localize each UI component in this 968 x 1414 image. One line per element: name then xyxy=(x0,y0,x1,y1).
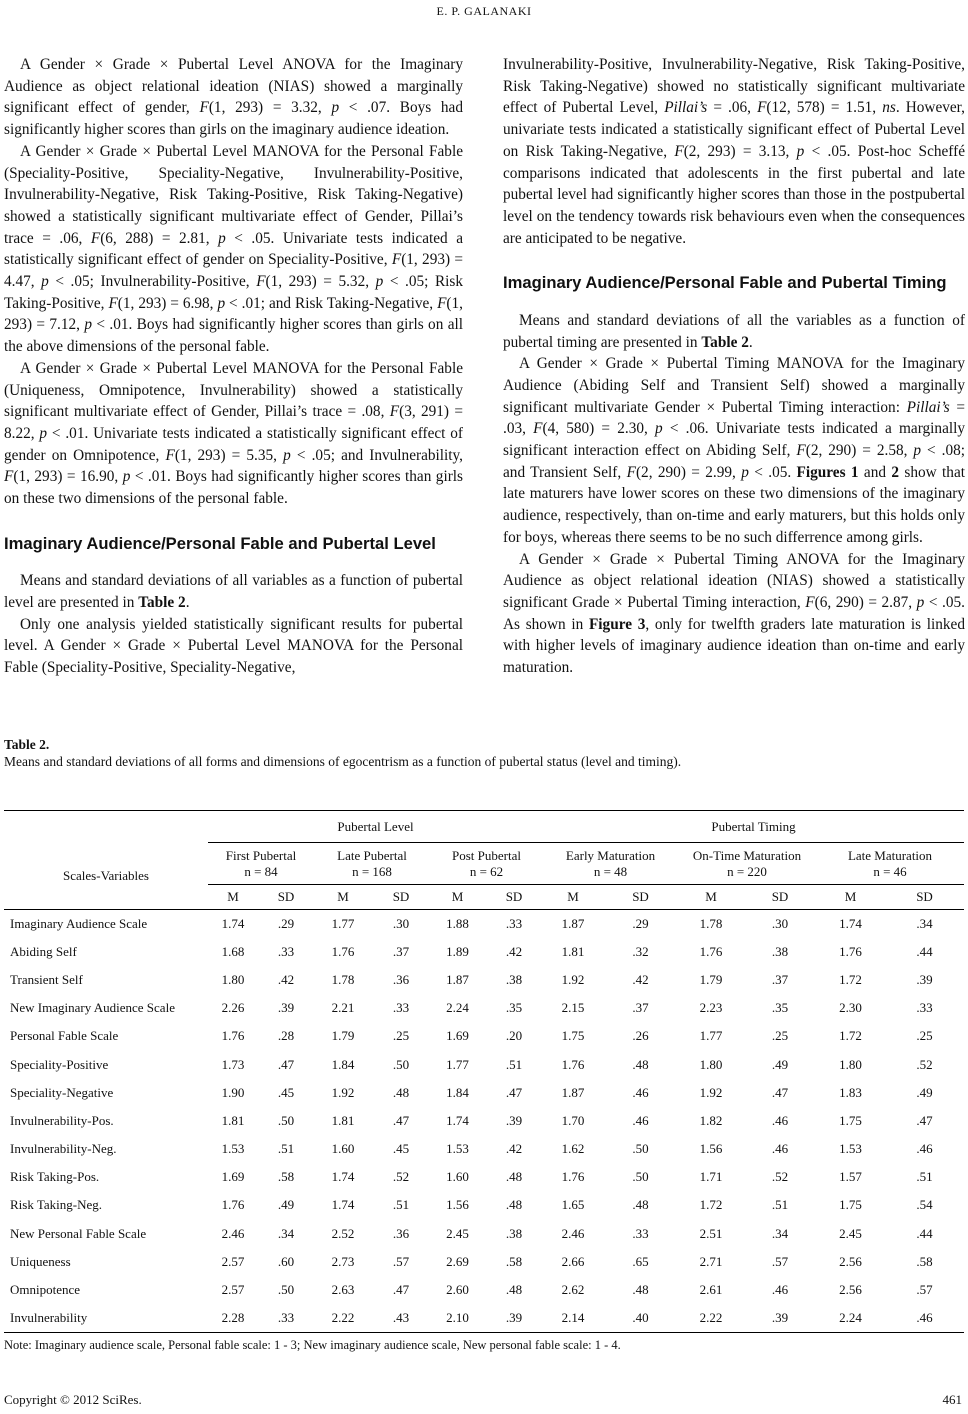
table-cell: 1.77 xyxy=(446,1056,469,1072)
subgroup-name: First Pubertal xyxy=(225,847,297,863)
subgroup-header xyxy=(816,843,964,885)
table-cell: 1.80 xyxy=(699,1056,723,1072)
subgroup-name: Late Pubertal xyxy=(337,847,407,863)
table-cell: .57 xyxy=(916,1282,933,1298)
left-column xyxy=(4,54,463,679)
table-cell: 1.78 xyxy=(331,971,355,987)
group-header: Pubertal Level xyxy=(208,811,543,843)
table-cell: 2.22 xyxy=(678,1304,744,1332)
table-cell: .29 xyxy=(603,910,678,938)
table-row xyxy=(4,1135,964,1163)
variable-label: Omnipotence xyxy=(10,1282,81,1298)
table-row xyxy=(4,1163,964,1191)
table-cell: .39 xyxy=(744,1304,816,1332)
table-cell: .45 xyxy=(277,1084,295,1100)
table-cell: .28 xyxy=(277,1028,295,1044)
table-cell: 2.22 xyxy=(314,1304,372,1332)
table-cell: .29 xyxy=(258,910,314,938)
variable-label: Invulnerability xyxy=(4,1304,208,1332)
table-caption-text: Means and standard deviations of all forms and dimensions of egocentrism as a function of pubertal status (level and timing). xyxy=(4,754,682,769)
table-cell: .50 xyxy=(632,1141,649,1157)
stat-header: M xyxy=(543,885,603,910)
table-cell: .26 xyxy=(632,1028,649,1044)
table-cell: 1.80 xyxy=(221,971,245,987)
subgroup-name: Post Pubertal xyxy=(452,847,521,863)
variable-label: Uniqueness xyxy=(10,1253,71,1269)
table-cell: 1.75 xyxy=(839,1197,862,1213)
table-cell: .35 xyxy=(505,1000,523,1016)
table-cell: .48 xyxy=(632,1282,649,1298)
table-cell: 1.76 xyxy=(561,1169,585,1185)
section-heading: Imaginary Audience/Personal Fable and Pubertal Level xyxy=(4,533,436,553)
table-cell: .37 xyxy=(632,1000,649,1016)
table-cell: 1.90 xyxy=(221,1084,245,1100)
stat-header: M xyxy=(314,885,372,910)
stat-header: M xyxy=(816,885,885,910)
table-cell: 2.69 xyxy=(446,1253,469,1269)
table-cell: 1.92 xyxy=(561,971,585,987)
table-cell: 1.87 xyxy=(561,1084,585,1100)
table-cell: .38 xyxy=(505,1225,523,1241)
table-cell: 1.76 xyxy=(331,943,355,959)
table-cell: .65 xyxy=(632,1253,649,1269)
table-cell: 2.51 xyxy=(699,1225,723,1241)
table-cell: .39 xyxy=(485,1304,543,1332)
subgroup-n: n = 168 xyxy=(352,863,392,879)
table-cell: .52 xyxy=(392,1169,410,1185)
table-cell: 1.72 xyxy=(839,971,862,987)
table-cell: .42 xyxy=(505,1141,523,1157)
table-cell: 1.68 xyxy=(221,943,245,959)
table-cell: .48 xyxy=(505,1197,523,1213)
subgroup-n: n = 48 xyxy=(593,863,628,879)
table-cell: 2.61 xyxy=(699,1282,723,1298)
table-row xyxy=(4,1304,964,1332)
table-cell: .33 xyxy=(916,1000,933,1016)
table-cell: 2.24 xyxy=(816,1304,885,1332)
paragraph: A Gender × Grade × Pubertal Timing ANOVA for the Imaginary Audience as object relational ideation (NIAS) showed a statistically significant Grade × Pubertal Timing interaction, F(6, 290) = 2.87, p < .05. As shown in Figure 3, only for twelfth graders late maturation is linked with higher levels of imaginary audience ideation than on-time and early maturation. xyxy=(503,550,965,677)
table-cell: 1.56 xyxy=(446,1197,469,1213)
group-header: Pubertal Timing xyxy=(543,811,964,843)
variable-label: Invulnerability-Neg. xyxy=(10,1141,117,1157)
table-cell: .48 xyxy=(392,1084,410,1100)
stat-header: SD xyxy=(258,885,314,910)
subgroup-header xyxy=(543,843,678,885)
table-cell: 1.77 xyxy=(314,910,372,938)
table-cell: .33 xyxy=(392,1000,410,1016)
stat-header: M xyxy=(208,885,258,910)
table-cell: .52 xyxy=(916,1056,933,1072)
table-cell: 1.82 xyxy=(699,1112,723,1128)
table-cell: 1.84 xyxy=(446,1084,469,1100)
table-cell: .47 xyxy=(916,1112,933,1128)
table-cell: 2.15 xyxy=(561,1000,585,1016)
table-cell: 1.74 xyxy=(331,1197,355,1213)
table-cell: 1.74 xyxy=(446,1112,469,1128)
table-cell: 1.53 xyxy=(221,1141,245,1157)
table-cell: .47 xyxy=(505,1084,523,1100)
variable-label: Risk Taking-Neg. xyxy=(10,1197,103,1213)
table-cell: .48 xyxy=(632,1197,649,1213)
paragraph: Means and standard deviations of all the variables as a function of pubertal timing are presented in Table 2. xyxy=(503,311,965,351)
table-cell: .43 xyxy=(372,1304,430,1332)
subgroup-header xyxy=(208,843,314,885)
table-cell: 1.72 xyxy=(699,1197,723,1213)
section-heading: Imaginary Audience/Personal Fable and Pubertal Timing xyxy=(503,273,947,293)
data-table xyxy=(4,810,964,1333)
table-cell: .42 xyxy=(505,943,523,959)
table-row xyxy=(4,1191,964,1219)
table-cell: .58 xyxy=(916,1253,933,1269)
table-cell: 1.76 xyxy=(839,943,862,959)
variable-label: Invulnerability-Pos. xyxy=(10,1112,114,1128)
table-cell: .20 xyxy=(505,1028,523,1044)
subgroup-n: n = 84 xyxy=(244,863,278,879)
table-cell: .57 xyxy=(771,1253,789,1269)
table-cell: .34 xyxy=(277,1225,295,1241)
subgroup-n: n = 46 xyxy=(873,863,907,879)
variable-label: Risk Taking-Pos. xyxy=(10,1169,100,1185)
subgroup-header xyxy=(678,843,816,885)
table-cell: .51 xyxy=(916,1169,933,1185)
table-cell: 1.69 xyxy=(446,1028,469,1044)
table-cell: 1.74 xyxy=(331,1169,355,1185)
table-cell: 2.10 xyxy=(430,1304,485,1332)
table-cell: 2.62 xyxy=(561,1282,585,1298)
table-cell: .42 xyxy=(632,971,649,987)
table-cell: .49 xyxy=(916,1084,933,1100)
copyright: Copyright © 2012 SciRes. xyxy=(4,1392,142,1407)
table-cell: 1.73 xyxy=(221,1056,245,1072)
table-cell: .34 xyxy=(771,1225,789,1241)
table-cell: .37 xyxy=(771,971,789,987)
table-cell: .40 xyxy=(603,1304,678,1332)
table-cell: 2.63 xyxy=(331,1282,355,1298)
table-cell: 1.87 xyxy=(543,910,603,938)
table-cell: 2.56 xyxy=(839,1282,862,1298)
table-cell: 1.72 xyxy=(839,1028,862,1044)
table-cell: .51 xyxy=(392,1197,410,1213)
table-cell: .39 xyxy=(916,971,933,987)
table-cell: .50 xyxy=(277,1112,295,1128)
table-cell: 1.88 xyxy=(430,910,485,938)
variable-label: Imaginary Audience Scale xyxy=(4,910,208,938)
table-cell: .25 xyxy=(771,1028,789,1044)
table-cell: .47 xyxy=(392,1282,410,1298)
table-cell: 1.79 xyxy=(699,971,723,987)
table-cell: .57 xyxy=(392,1253,410,1269)
table-cell: .58 xyxy=(505,1253,523,1269)
subgroup-header xyxy=(430,843,543,885)
right-column xyxy=(503,54,965,679)
table-cell: 1.84 xyxy=(331,1056,355,1072)
table-cell: 2.24 xyxy=(446,1000,469,1016)
paragraph: A Gender × Grade × Pubertal Level MANOVA for the Personal Fable (Speciality-Positive, Speciality-Negative, Invulnerability-Positive, Invulnerability-Negative, Risk Taking-Positive, Risk Taking-Negative) showed a statistically significant multivariate effect of Gender, Pillai’s trace = .06, F(6, 288) = 2.81, p < .05. Univariate tests indicated a statistically significant effect of gender on Speciality-Positive, F(1, 293) = 4.47, p < .05; Invulnerability-Positive, F(1, 293) = 5.32, p < .05; Risk Taking-Positive, F(1, 293) = 6.98, p < .01; and Risk Taking-Negative, F(1, 293) = 7.12, p < .01. Boys had significantly higher scores than girls on all the above dimensions of the personal fable. xyxy=(4,142,464,356)
table-cell: .45 xyxy=(392,1141,410,1157)
table-cell: 2.56 xyxy=(839,1253,862,1269)
table-cell: 2.30 xyxy=(839,1000,862,1016)
table-cell: .38 xyxy=(505,971,523,987)
table-cell: .33 xyxy=(485,910,543,938)
table-cell: 2.52 xyxy=(331,1225,355,1241)
table-cell: .51 xyxy=(277,1141,295,1157)
running-head: E. P. GALANAKI xyxy=(436,4,532,18)
subgroup-n: n = 220 xyxy=(727,863,767,879)
variable-label: New Personal Fable Scale xyxy=(10,1225,147,1241)
table-row xyxy=(4,1220,964,1248)
table-row xyxy=(4,1022,964,1050)
table-row xyxy=(4,1107,964,1135)
table-row xyxy=(4,1050,964,1078)
subgroup-n: n = 62 xyxy=(469,863,504,879)
variable-label: Speciality-Negative xyxy=(10,1084,114,1100)
table-cell: 2.71 xyxy=(699,1253,723,1269)
variable-label: Personal Fable Scale xyxy=(10,1028,119,1044)
table-cell: .52 xyxy=(771,1169,789,1185)
table-cell: 2.21 xyxy=(331,1000,355,1016)
subgroup-name: On-Time Maturation xyxy=(692,847,802,863)
table-row xyxy=(4,938,964,966)
table-cell: .44 xyxy=(916,1225,933,1241)
stat-header: SD xyxy=(485,885,543,910)
table-cell: .46 xyxy=(632,1112,649,1128)
paragraph: Only one analysis yielded statistically significant results for pubertal level. A Gender × Grade × Pubertal Level MANOVA for the Personal Fable (Speciality-Positive, Speciality-Negative, xyxy=(4,615,463,677)
table-cell: .47 xyxy=(277,1056,295,1072)
table-cell: 1.62 xyxy=(561,1141,585,1157)
table-cell: 1.74 xyxy=(816,910,885,938)
table-cell: 2.57 xyxy=(221,1282,245,1298)
table-caption xyxy=(4,736,964,770)
stat-header: SD xyxy=(603,885,678,910)
table-cell: 2.46 xyxy=(561,1225,585,1241)
subgroup-name: Late Maturation xyxy=(847,847,933,863)
table-cell: 1.80 xyxy=(839,1056,862,1072)
table-cell: .46 xyxy=(771,1282,789,1298)
table-cell: .25 xyxy=(392,1028,410,1044)
table-row xyxy=(4,994,964,1022)
table-cell: .49 xyxy=(771,1056,789,1072)
stat-header: SD xyxy=(885,885,964,910)
table-cell: .39 xyxy=(277,1000,295,1016)
table-cell: .34 xyxy=(885,910,964,938)
table-row xyxy=(4,1248,964,1276)
variable-label: Abiding Self xyxy=(10,943,77,959)
table-cell: 1.57 xyxy=(839,1169,862,1185)
table-row xyxy=(4,966,964,994)
table-cell: 1.79 xyxy=(331,1028,355,1044)
table-cell: .50 xyxy=(277,1282,295,1298)
variable-label: Speciality-Positive xyxy=(10,1056,109,1072)
paragraph: Invulnerability-Positive, Invulnerability-Negative, Risk Taking-Positive, Risk Taking-Negative) showed no statistically significant multivariate effect of Pubertal Level, Pillai’s = .06, F(12, 578) = 1.51, ns. However, univariate tests indicated a statistically significant effect of Pubertal Level on Risk Taking-Negative, F(2, 293) = 3.13, p < .05. Post-hoc Scheffé comparisons indicated that adolescents in the first pubertal and late pubertal level had significantly higher scores than those in the postpubertal level on the tendency towards risk behaviours even when the consequences are anticipated to be negative. xyxy=(503,56,965,247)
table-cell: .30 xyxy=(744,910,816,938)
stat-header: SD xyxy=(372,885,430,910)
table-cell: 2.28 xyxy=(208,1304,258,1332)
table-row xyxy=(4,910,964,938)
table-cell: 1.83 xyxy=(839,1084,862,1100)
stat-header: M xyxy=(430,885,485,910)
paragraph: Means and standard deviations of all variables as a function of pubertal level are presented in Table 2. xyxy=(4,572,463,611)
table-cell: .48 xyxy=(632,1056,649,1072)
stat-header: SD xyxy=(744,885,816,910)
subgroup-name: Early Maturation xyxy=(565,847,656,863)
table-cell: 1.70 xyxy=(561,1112,585,1128)
table-cell: .54 xyxy=(916,1197,933,1213)
table-corner xyxy=(4,811,208,843)
table-cell: .36 xyxy=(392,971,410,987)
table-cell: .25 xyxy=(916,1028,933,1044)
table-cell: 1.92 xyxy=(331,1084,355,1100)
table-cell: 2.14 xyxy=(543,1304,603,1332)
scales-header: Scales-Variables xyxy=(63,867,149,883)
table-cell: .50 xyxy=(392,1056,410,1072)
table-cell: 1.56 xyxy=(699,1141,723,1157)
table-cell: 1.65 xyxy=(561,1197,585,1213)
table-cell: .51 xyxy=(505,1056,523,1072)
stat-header: M xyxy=(678,885,744,910)
table-cell: .58 xyxy=(277,1169,295,1185)
table-cell: 2.23 xyxy=(699,1000,723,1016)
table-cell: .33 xyxy=(277,943,295,959)
table-cell: .44 xyxy=(916,943,933,959)
table-cell: 1.89 xyxy=(446,943,469,959)
paragraph: A Gender × Grade × Pubertal Level MANOVA for the Personal Fable (Uniqueness, Omnipotence, Invulnerability) showed a statistically significant multivariate effect of Gender, Pillai’s trace = .08, F(3, 291) = 8.22, p < .01. Univariate tests indicated a statistically significant effect of gender on Omnipotence, F(1, 293) = 5.35, p < .05; and Invulnerability, F(1, 293) = 16.90, p < .01. Boys had significantly higher scores than girls on these two dimensions of the personal fable. xyxy=(4,359,463,508)
table-cell: 2.66 xyxy=(561,1253,585,1269)
table-cell: 1.81 xyxy=(221,1112,245,1128)
table-cell: .39 xyxy=(505,1112,523,1128)
table-cell: .51 xyxy=(771,1197,789,1213)
variable-label: New Imaginary Audience Scale xyxy=(10,1000,175,1016)
table-cell: 1.71 xyxy=(699,1169,723,1185)
table-cell: .46 xyxy=(771,1141,789,1157)
table-cell: 2.46 xyxy=(221,1225,245,1241)
table-cell: 2.73 xyxy=(331,1253,355,1269)
table-cell: 1.76 xyxy=(221,1028,245,1044)
table-cell: 2.45 xyxy=(446,1225,469,1241)
table-cell: 2.26 xyxy=(221,1000,245,1016)
table-cell: 1.76 xyxy=(221,1197,245,1213)
table-cell: 1.60 xyxy=(331,1141,355,1157)
table-cell: .48 xyxy=(505,1282,523,1298)
table-cell: 1.76 xyxy=(699,943,723,959)
table-cell: .42 xyxy=(277,971,295,987)
variable-label: Transient Self xyxy=(10,971,83,987)
table-cell: .46 xyxy=(885,1304,964,1332)
table-cell: 1.76 xyxy=(561,1056,585,1072)
paragraph: A Gender × Grade × Pubertal Level ANOVA for the Imaginary Audience as object relational ideation (NIAS) showed a marginally significant effect of gender, F(1, 293) = 3.32, p < .07. Boys had significantly higher scores than girls on the imaginary audience ideation. xyxy=(4,56,463,139)
table-cell: .33 xyxy=(258,1304,314,1332)
table-cell: 1.75 xyxy=(839,1112,862,1128)
table-cell: 1.53 xyxy=(839,1141,862,1157)
table-cell: .33 xyxy=(632,1225,649,1241)
table-cell: .46 xyxy=(632,1084,649,1100)
table-cell: 1.92 xyxy=(699,1084,723,1100)
table-row xyxy=(4,1276,964,1304)
table-cell: .48 xyxy=(505,1169,523,1185)
table-cell: 1.75 xyxy=(561,1028,585,1044)
table-cell: 1.78 xyxy=(678,910,744,938)
table-cell: .50 xyxy=(632,1169,649,1185)
table-row xyxy=(4,1079,964,1107)
table-cell: 1.77 xyxy=(699,1028,723,1044)
table-cell: 1.81 xyxy=(331,1112,355,1128)
table-cell: .60 xyxy=(277,1253,295,1269)
subgroup-header xyxy=(314,843,430,885)
table-cell: .49 xyxy=(277,1197,295,1213)
table-cell: 1.69 xyxy=(221,1169,245,1185)
table-note: Note: Imaginary audience scale, Personal fable scale: 1 - 3; New imaginary audience scale, New personal fable scale: 1 - 4. xyxy=(4,1338,621,1352)
table-cell: .47 xyxy=(771,1084,789,1100)
table-cell: 1.87 xyxy=(446,971,469,987)
table-cell: .36 xyxy=(392,1225,410,1241)
table-label: Table 2. xyxy=(4,737,50,752)
table-cell: 2.57 xyxy=(221,1253,245,1269)
table-cell: .46 xyxy=(916,1141,933,1157)
paragraph: A Gender × Grade × Pubertal Timing MANOVA for the Imaginary Audience (Abiding Self and Transient Self) showed a marginally significant multivariate Gender × Pubertal Timing interaction: Pillai’s = .03, F(4, 580) = 2.30, p < .06. Univariate tests indicated a marginally significant interaction effect on Abiding Self, F(2, 290) = 2.58, p < .08; and Transient Self, F(2, 290) = 2.99, p < .05. Figures 1 and 2 show that late maturers have lower scores on these two dimensions of the imaginary audience, respectively, than on-time and early maturers, but this holds only for boys, whereas there seems to be no such differrence among girls. xyxy=(503,355,966,546)
table-cell: .32 xyxy=(632,943,649,959)
table-cell: .46 xyxy=(771,1112,789,1128)
table-cell: 1.74 xyxy=(208,910,258,938)
table-cell: .35 xyxy=(771,1000,789,1016)
table-cell: .38 xyxy=(771,943,789,959)
table-cell: 1.81 xyxy=(561,943,585,959)
table-cell: 2.60 xyxy=(446,1282,469,1298)
table-cell: 1.60 xyxy=(446,1169,469,1185)
table-cell: .47 xyxy=(392,1112,410,1128)
table-cell: .30 xyxy=(372,910,430,938)
page-number: 461 xyxy=(942,1392,962,1407)
table-cell: .37 xyxy=(392,943,410,959)
table-cell: 2.45 xyxy=(839,1225,862,1241)
table-cell: 1.53 xyxy=(446,1141,469,1157)
